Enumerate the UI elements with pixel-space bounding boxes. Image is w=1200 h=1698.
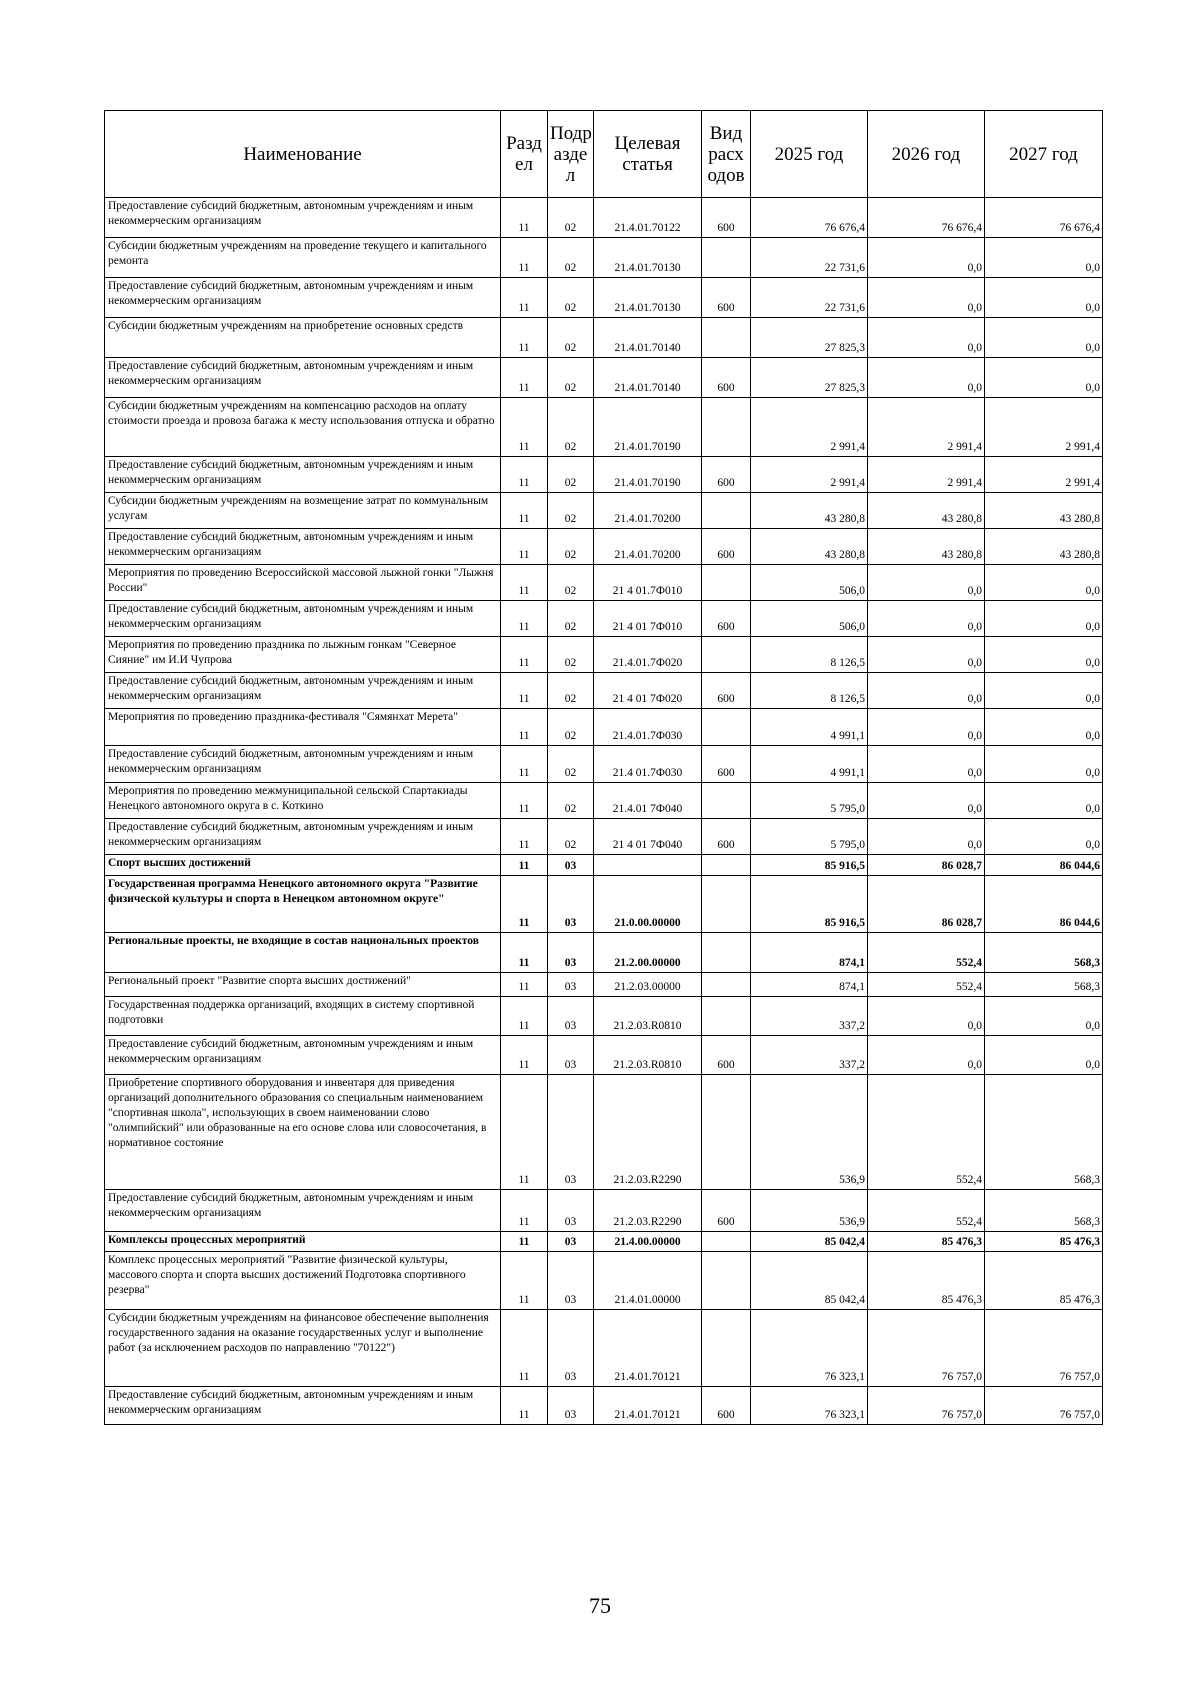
cell-expense-type: 600 xyxy=(702,819,751,855)
cell-year-2026: 0,0 xyxy=(868,565,985,601)
table-row xyxy=(105,278,1103,318)
table-row xyxy=(105,1232,1103,1252)
table-row xyxy=(105,1252,1103,1310)
cell-expense-type xyxy=(702,238,751,278)
header-row xyxy=(105,111,1103,198)
cell-expense-type: 600 xyxy=(702,746,751,783)
cell-expense-type: 600 xyxy=(702,673,751,709)
table-row xyxy=(105,855,1103,876)
cell-year-2026: 0,0 xyxy=(868,1036,985,1075)
cell-year-2026: 0,0 xyxy=(868,783,985,819)
table-row xyxy=(105,973,1103,997)
cell-subsection: 02 xyxy=(548,601,594,637)
header-year-2026: 2026 год xyxy=(868,111,985,198)
cell-target-article: 21.4.01 7Ф040 xyxy=(594,783,702,819)
cell-expense-type xyxy=(702,398,751,457)
cell-year-2026: 76 757,0 xyxy=(868,1387,985,1425)
cell-expense-type xyxy=(702,1232,751,1252)
cell-target-article: 21.2.03.R2290 xyxy=(594,1190,702,1232)
header-target-article: Целевая статья xyxy=(594,111,702,198)
cell-section: 11 xyxy=(501,398,548,457)
cell-expense-type xyxy=(702,318,751,358)
cell-year-2025: 76 323,1 xyxy=(751,1310,868,1387)
cell-section: 11 xyxy=(501,358,548,398)
cell-year-2025: 27 825,3 xyxy=(751,358,868,398)
cell-year-2026: 85 476,3 xyxy=(868,1232,985,1252)
cell-target-article: 21.4.01.70190 xyxy=(594,457,702,493)
cell-year-2026: 0,0 xyxy=(868,318,985,358)
cell-year-2026: 0,0 xyxy=(868,746,985,783)
cell-subsection: 02 xyxy=(548,398,594,457)
cell-year-2025: 43 280,8 xyxy=(751,529,868,565)
cell-year-2026: 0,0 xyxy=(868,997,985,1036)
cell-year-2025: 76 323,1 xyxy=(751,1387,868,1425)
cell-target-article: 21.4.01.70200 xyxy=(594,529,702,565)
budget-table xyxy=(104,110,1103,1425)
cell-expense-type xyxy=(702,876,751,933)
cell-name: Предоставление субсидий бюджетным, автономным учреждениям и иным некоммерческим организациям xyxy=(105,457,501,493)
cell-target-article: 21.4.01.70140 xyxy=(594,318,702,358)
table-row xyxy=(105,601,1103,637)
cell-expense-type xyxy=(702,997,751,1036)
cell-section: 11 xyxy=(501,565,548,601)
cell-subsection: 02 xyxy=(548,746,594,783)
cell-year-2027: 0,0 xyxy=(985,997,1103,1036)
cell-expense-type: 600 xyxy=(702,1387,751,1425)
page-number: 75 xyxy=(589,1593,611,1618)
cell-section: 11 xyxy=(501,1252,548,1310)
cell-subsection: 03 xyxy=(548,1252,594,1310)
cell-year-2026: 552,4 xyxy=(868,1075,985,1190)
cell-section: 11 xyxy=(501,933,548,973)
cell-name: Мероприятия по проведению Всероссийской массовой лыжной гонки "Лыжня России" xyxy=(105,565,501,601)
cell-year-2027: 0,0 xyxy=(985,1036,1103,1075)
table-row xyxy=(105,198,1103,238)
cell-subsection: 02 xyxy=(548,318,594,358)
cell-name: Предоставление субсидий бюджетным, автономным учреждениям и иным некоммерческим организациям xyxy=(105,1387,501,1425)
cell-year-2025: 506,0 xyxy=(751,565,868,601)
cell-target-article: 21.2.03.00000 xyxy=(594,973,702,997)
cell-target-article: 21.4.01.70121 xyxy=(594,1387,702,1425)
cell-section: 11 xyxy=(501,601,548,637)
cell-name: Региональный проект "Развитие спорта высших достижений" xyxy=(105,973,501,997)
cell-year-2025: 2 991,4 xyxy=(751,398,868,457)
cell-subsection: 03 xyxy=(548,973,594,997)
cell-target-article: 21.4.01.70130 xyxy=(594,238,702,278)
cell-subsection: 02 xyxy=(548,278,594,318)
cell-target-article: 21.2.03.R2290 xyxy=(594,1075,702,1190)
cell-year-2027: 76 757,0 xyxy=(985,1310,1103,1387)
table-row xyxy=(105,358,1103,398)
cell-expense-type xyxy=(702,783,751,819)
cell-expense-type xyxy=(702,1252,751,1310)
cell-subsection: 02 xyxy=(548,709,594,746)
header-year-2027: 2027 год xyxy=(985,111,1103,198)
cell-year-2026: 43 280,8 xyxy=(868,493,985,529)
cell-target-article xyxy=(594,855,702,876)
cell-target-article: 21.2.00.00000 xyxy=(594,933,702,973)
cell-expense-type xyxy=(702,973,751,997)
cell-subsection: 02 xyxy=(548,457,594,493)
cell-section: 11 xyxy=(501,709,548,746)
cell-subsection: 02 xyxy=(548,673,594,709)
cell-year-2025: 22 731,6 xyxy=(751,238,868,278)
cell-section: 11 xyxy=(501,278,548,318)
cell-expense-type xyxy=(702,709,751,746)
cell-subsection: 02 xyxy=(548,493,594,529)
cell-year-2027: 0,0 xyxy=(985,637,1103,673)
cell-year-2027: 568,3 xyxy=(985,1075,1103,1190)
cell-year-2026: 0,0 xyxy=(868,278,985,318)
cell-expense-type xyxy=(702,933,751,973)
table-row xyxy=(105,1075,1103,1190)
header-year-2025: 2025 год xyxy=(751,111,868,198)
cell-year-2027: 2 991,4 xyxy=(985,457,1103,493)
cell-target-article: 21.4.01.70122 xyxy=(594,198,702,238)
cell-year-2026: 43 280,8 xyxy=(868,529,985,565)
cell-section: 11 xyxy=(501,783,548,819)
table-row xyxy=(105,1036,1103,1075)
table-row xyxy=(105,529,1103,565)
cell-subsection: 02 xyxy=(548,637,594,673)
table-row xyxy=(105,493,1103,529)
cell-target-article: 21.4.01.7Ф030 xyxy=(594,709,702,746)
cell-section: 11 xyxy=(501,1075,548,1190)
cell-name: Предоставление субсидий бюджетным, автономным учреждениям и иным некоммерческим организациям xyxy=(105,601,501,637)
cell-section: 11 xyxy=(501,673,548,709)
cell-year-2027: 0,0 xyxy=(985,278,1103,318)
cell-year-2027: 86 044,6 xyxy=(985,855,1103,876)
cell-subsection: 03 xyxy=(548,1075,594,1190)
cell-year-2025: 337,2 xyxy=(751,1036,868,1075)
cell-year-2025: 2 991,4 xyxy=(751,457,868,493)
cell-year-2025: 22 731,6 xyxy=(751,278,868,318)
cell-year-2026: 0,0 xyxy=(868,238,985,278)
cell-section: 11 xyxy=(501,855,548,876)
cell-year-2027: 568,3 xyxy=(985,933,1103,973)
cell-year-2027: 43 280,8 xyxy=(985,529,1103,565)
cell-year-2025: 536,9 xyxy=(751,1190,868,1232)
cell-name: Мероприятия по проведению праздника по лыжным гонкам "Северное Сияние" им И.И Чупрова xyxy=(105,637,501,673)
cell-subsection: 02 xyxy=(548,565,594,601)
cell-name: Комплексы процессных мероприятий xyxy=(105,1232,501,1252)
cell-year-2027: 85 476,3 xyxy=(985,1232,1103,1252)
cell-year-2025: 43 280,8 xyxy=(751,493,868,529)
cell-subsection: 03 xyxy=(548,1387,594,1425)
cell-expense-type xyxy=(702,637,751,673)
cell-name: Предоставление субсидий бюджетным, автономным учреждениям и иным некоммерческим организациям xyxy=(105,198,501,238)
cell-subsection: 02 xyxy=(548,238,594,278)
cell-name: Спорт высших достижений xyxy=(105,855,501,876)
cell-year-2025: 5 795,0 xyxy=(751,819,868,855)
cell-year-2027: 0,0 xyxy=(985,709,1103,746)
table-row xyxy=(105,318,1103,358)
cell-year-2027: 0,0 xyxy=(985,565,1103,601)
cell-expense-type: 600 xyxy=(702,457,751,493)
cell-subsection: 02 xyxy=(548,529,594,565)
cell-year-2026: 86 028,7 xyxy=(868,876,985,933)
cell-name: Субсидии бюджетным учреждениям на финансовое обеспечение выполнения государственного задания на оказание государственных услуг и выполнение работ (за исключением расходов по направлению "70122") xyxy=(105,1310,501,1387)
cell-year-2026: 2 991,4 xyxy=(868,398,985,457)
cell-expense-type: 600 xyxy=(702,278,751,318)
cell-year-2027: 86 044,6 xyxy=(985,876,1103,933)
table-row xyxy=(105,819,1103,855)
cell-expense-type xyxy=(702,493,751,529)
cell-year-2027: 0,0 xyxy=(985,318,1103,358)
cell-target-article: 21.0.00.00000 xyxy=(594,876,702,933)
cell-section: 11 xyxy=(501,819,548,855)
cell-year-2026: 0,0 xyxy=(868,601,985,637)
cell-subsection: 02 xyxy=(548,198,594,238)
cell-target-article: 21.4.01.70140 xyxy=(594,358,702,398)
cell-year-2027: 0,0 xyxy=(985,673,1103,709)
cell-year-2026: 76 676,4 xyxy=(868,198,985,238)
cell-year-2025: 536,9 xyxy=(751,1075,868,1190)
cell-target-article: 21.4 01.7Ф030 xyxy=(594,746,702,783)
cell-expense-type: 600 xyxy=(702,1036,751,1075)
cell-year-2025: 27 825,3 xyxy=(751,318,868,358)
cell-year-2025: 8 126,5 xyxy=(751,673,868,709)
table-row xyxy=(105,876,1103,933)
cell-section: 11 xyxy=(501,198,548,238)
cell-target-article: 21 4 01 7Ф010 xyxy=(594,601,702,637)
document-page xyxy=(104,110,1102,1425)
header-subsection: Подр азде л xyxy=(548,111,594,198)
cell-name: Государственная программа Ненецкого автономного округа "Развитие физической культуры и спорта в Ненецком автономном округе" xyxy=(105,876,501,933)
cell-name: Региональные проекты, не входящие в состав национальных проектов xyxy=(105,933,501,973)
cell-subsection: 02 xyxy=(548,358,594,398)
cell-year-2025: 874,1 xyxy=(751,973,868,997)
table-header xyxy=(105,111,1103,198)
cell-target-article: 21.4.01.7Ф020 xyxy=(594,637,702,673)
cell-name: Предоставление субсидий бюджетным, автономным учреждениям и иным некоммерческим организациям xyxy=(105,673,501,709)
table-row xyxy=(105,457,1103,493)
cell-name: Предоставление субсидий бюджетным, автономным учреждениям и иным некоммерческим организациям xyxy=(105,278,501,318)
cell-target-article: 21.2.03.R0810 xyxy=(594,997,702,1036)
table-body xyxy=(105,198,1103,1425)
table-row xyxy=(105,746,1103,783)
cell-name: Предоставление субсидий бюджетным, автономным учреждениям и иным некоммерческим организациям xyxy=(105,529,501,565)
cell-year-2025: 85 916,5 xyxy=(751,855,868,876)
table-row xyxy=(105,637,1103,673)
cell-section: 11 xyxy=(501,457,548,493)
cell-year-2026: 0,0 xyxy=(868,819,985,855)
cell-subsection: 03 xyxy=(548,876,594,933)
cell-section: 11 xyxy=(501,973,548,997)
table-row xyxy=(105,783,1103,819)
cell-year-2027: 2 991,4 xyxy=(985,398,1103,457)
cell-year-2027: 76 676,4 xyxy=(985,198,1103,238)
cell-year-2025: 506,0 xyxy=(751,601,868,637)
cell-target-article: 21.4.01.70121 xyxy=(594,1310,702,1387)
cell-year-2025: 85 916,5 xyxy=(751,876,868,933)
cell-subsection: 03 xyxy=(548,933,594,973)
cell-section: 11 xyxy=(501,1190,548,1232)
cell-name: Мероприятия по проведению межмуниципальной сельской Спартакиады Ненецкого автономного округа в с. Коткино xyxy=(105,783,501,819)
table-row xyxy=(105,398,1103,457)
cell-year-2025: 5 795,0 xyxy=(751,783,868,819)
cell-section: 11 xyxy=(501,493,548,529)
cell-year-2025: 4 991,1 xyxy=(751,709,868,746)
cell-year-2027: 0,0 xyxy=(985,238,1103,278)
cell-year-2025: 337,2 xyxy=(751,997,868,1036)
cell-subsection: 03 xyxy=(548,1310,594,1387)
cell-name: Предоставление субсидий бюджетным, автономным учреждениям и иным некоммерческим организациям xyxy=(105,746,501,783)
cell-year-2027: 43 280,8 xyxy=(985,493,1103,529)
cell-target-article: 21.4.01.70200 xyxy=(594,493,702,529)
table-row xyxy=(105,933,1103,973)
cell-name: Субсидии бюджетным учреждениям на приобретение основных средств xyxy=(105,318,501,358)
cell-year-2027: 0,0 xyxy=(985,783,1103,819)
cell-name: Предоставление субсидий бюджетным, автономным учреждениям и иным некоммерческим организациям xyxy=(105,1036,501,1075)
cell-expense-type: 600 xyxy=(702,358,751,398)
cell-year-2027: 0,0 xyxy=(985,819,1103,855)
cell-target-article: 21.4.01.00000 xyxy=(594,1252,702,1310)
cell-year-2025: 874,1 xyxy=(751,933,868,973)
cell-year-2026: 76 757,0 xyxy=(868,1310,985,1387)
cell-name: Субсидии бюджетным учреждениям на проведение текущего и капитального ремонта xyxy=(105,238,501,278)
cell-year-2025: 85 042,4 xyxy=(751,1252,868,1310)
cell-subsection: 02 xyxy=(548,783,594,819)
cell-expense-type: 600 xyxy=(702,1190,751,1232)
cell-year-2027: 0,0 xyxy=(985,601,1103,637)
cell-section: 11 xyxy=(501,1232,548,1252)
cell-expense-type xyxy=(702,565,751,601)
cell-year-2026: 552,4 xyxy=(868,933,985,973)
cell-name: Предоставление субсидий бюджетным, автономным учреждениям и иным некоммерческим организациям xyxy=(105,819,501,855)
cell-section: 11 xyxy=(501,238,548,278)
cell-expense-type xyxy=(702,855,751,876)
cell-section: 11 xyxy=(501,876,548,933)
cell-section: 11 xyxy=(501,1387,548,1425)
cell-year-2026: 552,4 xyxy=(868,973,985,997)
cell-year-2026: 85 476,3 xyxy=(868,1252,985,1310)
table-row xyxy=(105,673,1103,709)
cell-year-2027: 0,0 xyxy=(985,358,1103,398)
cell-year-2026: 0,0 xyxy=(868,709,985,746)
cell-target-article: 21.4.01.70130 xyxy=(594,278,702,318)
cell-section: 11 xyxy=(501,1310,548,1387)
cell-year-2025: 85 042,4 xyxy=(751,1232,868,1252)
cell-year-2026: 552,4 xyxy=(868,1190,985,1232)
cell-subsection: 03 xyxy=(548,997,594,1036)
cell-year-2027: 0,0 xyxy=(985,746,1103,783)
cell-section: 11 xyxy=(501,318,548,358)
cell-name: Комплекс процессных мероприятий "Развитие физической культуры, массового спорта и спорта высших достижений Подготовка спортивного резерва" xyxy=(105,1252,501,1310)
cell-section: 11 xyxy=(501,997,548,1036)
table-row xyxy=(105,1387,1103,1425)
cell-target-article: 21.4.00.00000 xyxy=(594,1232,702,1252)
cell-year-2025: 4 991,1 xyxy=(751,746,868,783)
cell-target-article: 21.2.03.R0810 xyxy=(594,1036,702,1075)
table-row xyxy=(105,238,1103,278)
cell-year-2027: 76 757,0 xyxy=(985,1387,1103,1425)
cell-expense-type: 600 xyxy=(702,198,751,238)
cell-year-2027: 568,3 xyxy=(985,1190,1103,1232)
cell-name: Субсидии бюджетным учреждениям на возмещение затрат по коммунальным услугам xyxy=(105,493,501,529)
cell-target-article: 21.4.01.70190 xyxy=(594,398,702,457)
cell-subsection: 03 xyxy=(548,1190,594,1232)
cell-year-2025: 8 126,5 xyxy=(751,637,868,673)
cell-expense-type: 600 xyxy=(702,529,751,565)
cell-year-2027: 85 476,3 xyxy=(985,1252,1103,1310)
cell-name: Мероприятия по проведению праздника-фестиваля "Сямянхат Мерета" xyxy=(105,709,501,746)
table-row xyxy=(105,1310,1103,1387)
cell-target-article: 21 4 01.7Ф010 xyxy=(594,565,702,601)
cell-section: 11 xyxy=(501,1036,548,1075)
cell-name: Предоставление субсидий бюджетным, автономным учреждениям и иным некоммерческим организациям xyxy=(105,358,501,398)
cell-target-article: 21 4 01 7Ф020 xyxy=(594,673,702,709)
cell-year-2026: 2 991,4 xyxy=(868,457,985,493)
header-section: Разд ел xyxy=(501,111,548,198)
table-row xyxy=(105,1190,1103,1232)
cell-subsection: 03 xyxy=(548,1232,594,1252)
header-expense-type: Вид расх одов xyxy=(702,111,751,198)
cell-section: 11 xyxy=(501,529,548,565)
cell-subsection: 03 xyxy=(548,855,594,876)
cell-year-2026: 86 028,7 xyxy=(868,855,985,876)
cell-expense-type: 600 xyxy=(702,601,751,637)
cell-year-2025: 76 676,4 xyxy=(751,198,868,238)
header-name: Наименование xyxy=(105,111,501,198)
cell-name: Субсидии бюджетным учреждениям на компенсацию расходов на оплату стоимости проезда и провоза багажа к месту использования отпуска и обратно xyxy=(105,398,501,457)
cell-section: 11 xyxy=(501,746,548,783)
cell-subsection: 03 xyxy=(548,1036,594,1075)
cell-expense-type xyxy=(702,1310,751,1387)
cell-year-2026: 0,0 xyxy=(868,673,985,709)
cell-year-2027: 568,3 xyxy=(985,973,1103,997)
cell-expense-type xyxy=(702,1075,751,1190)
cell-year-2026: 0,0 xyxy=(868,358,985,398)
cell-year-2026: 0,0 xyxy=(868,637,985,673)
table-row xyxy=(105,997,1103,1036)
cell-name: Предоставление субсидий бюджетным, автономным учреждениям и иным некоммерческим организациям xyxy=(105,1190,501,1232)
cell-section: 11 xyxy=(501,637,548,673)
cell-subsection: 02 xyxy=(548,819,594,855)
cell-name: Государственная поддержка организаций, входящих в систему спортивной подготовки xyxy=(105,997,501,1036)
cell-name: Приобретение спортивного оборудования и инвентаря для приведения организаций дополнительного образования со специальным наименованием "спортивная школа", использующих в своем наименовании слово "олимпийский" или образованные на его основе слова или словосочетания, в нормативное состояние xyxy=(105,1075,501,1190)
table-row xyxy=(105,565,1103,601)
table-row xyxy=(105,709,1103,746)
cell-target-article: 21 4 01 7Ф040 xyxy=(594,819,702,855)
